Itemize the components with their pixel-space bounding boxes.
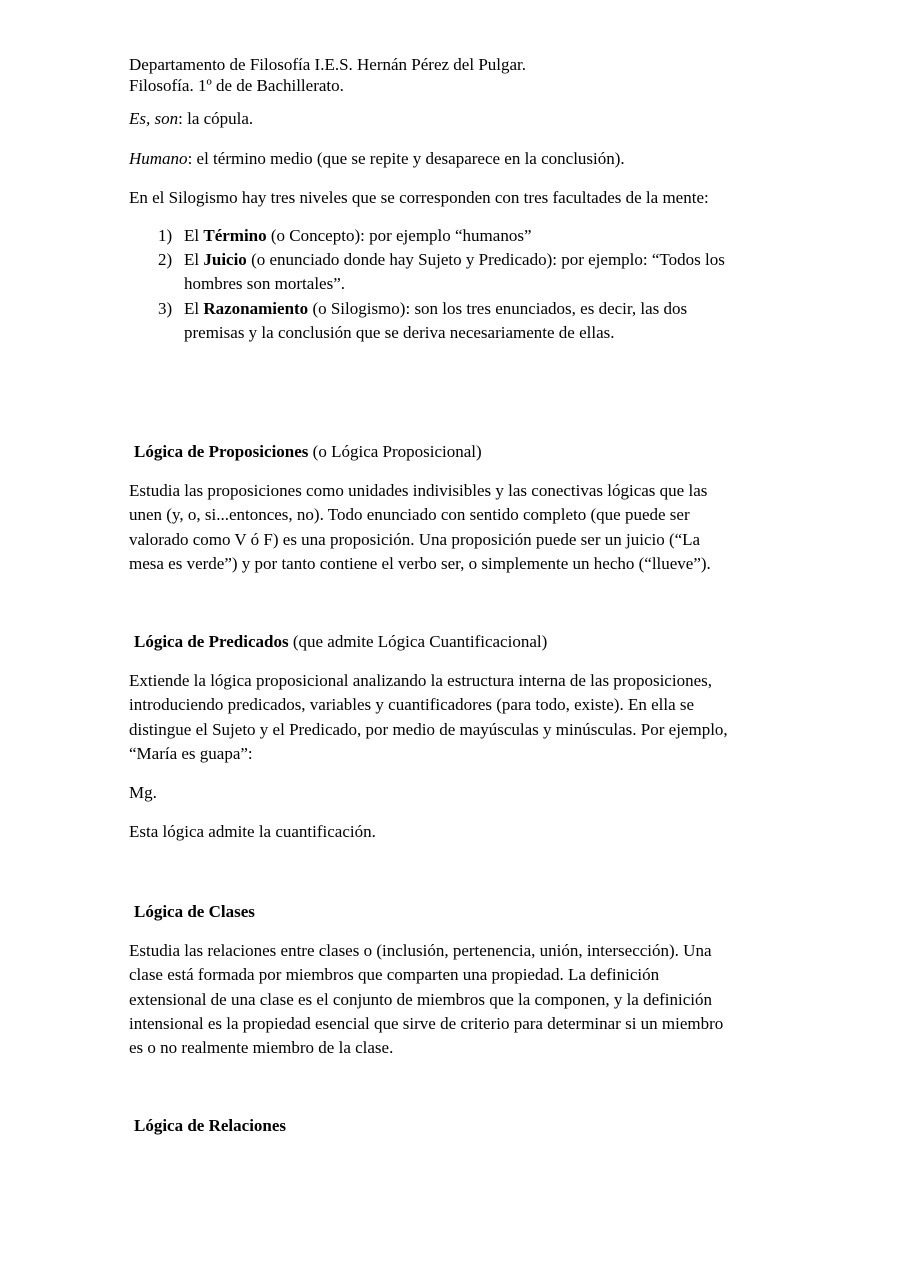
predicate-note: Esta lógica admite la cuantificación. (129, 822, 376, 841)
section-heading-clases: Lógica de Clases (134, 902, 255, 921)
list-number: 3) (158, 299, 173, 318)
level-term: Juicio (203, 250, 247, 269)
section-heading-proposiciones: Lógica de Proposiciones (o Lógica Proposicional) (134, 442, 482, 461)
predicate-example: Mg. (129, 783, 157, 802)
middle-term-definition (129, 147, 625, 171)
list-number: 2) (158, 250, 173, 269)
document-page: Departamento de Filosofía I.E.S. Hernán Pérez del Pulgar. Filosofía. 1º de de Bachillerato. Es, son: la cópula. Humano: el término medio (que se repite y desaparece en la conclusión). En el Silogismo hay tres niveles que se corresponden con tres facultades de la mente: 1) El Término (o Concepto): por ejemplo “humanos” 2) El Juicio (o enunciado donde hay Sujeto y Predicado): por ejemplo: “Todos los hombres son mortales”. 3) El Razonamiento (o Silogismo): son los tres enunciados, es decir, las dos premisas y la conclusión que se deriva necesariamente de ellas. Lógica de Proposiciones (o Lógica Proposicional) Estudia las proposiciones como unidades indivisibles y las conectivas lógicas que las unen (y, o, si...entonces, no). Todo enunciado con sentido completo (que puede ser valorado como V ó F) es una proposición. Una proposición puede ser un juicio (“La mesa es verde”) y por tanto contiene el verbo ser, o simplemente un hecho (“llueve”). Lógica de Predicados (que admite Lógica Cuantificacional) Extiende la lógica proposicional analizando la estructura interna de las proposiciones, introduciendo predicados, variables y cuantificadores (para todo, existe). En ella se distingue el Sujeto y el Predicado, por medio de mayúsculas y minúsculas. Por ejemplo, “María es guapa”: Mg. Esta lógica admite la cuantificación. Lógica de Clases Estudia las relaciones entre clases o (inclusión, pertenencia, unión, intersección). Una clase está formada por miembros que comparten una propiedad. La definición extensional de una clase es el conjunto de miembros que la componen, y la definición intensional es la propiedad esencial que sirve de criterio para determinar si un miembro es o no realmente miembro de la clase. Lógica de Relaciones (0, 0, 906, 1280)
middle-term: Humano (129, 149, 188, 168)
section-heading-predicados: Lógica de Predicados (que admite Lógica Cuantificacional) (134, 632, 548, 651)
paragraph-proposiciones: Estudia las proposiciones como unidades indivisibles y las conectivas lógicas que las unen (y, o, si...entonces, no). Todo enunciado con sentido completo (que puede ser valorado como V ó F) es una proposición. Una proposición puede ser un juicio (“La mesa es verde”) y por tanto contiene el verbo ser, o simplemente un hecho (“llueve”). (129, 481, 711, 573)
levels-intro: En el Silogismo hay tres niveles que se corresponden con tres facultades de la mente: (129, 188, 709, 207)
section-heading-relaciones: Lógica de Relaciones (134, 1116, 287, 1135)
level-term: Razonamiento (203, 299, 309, 318)
header-course: Filosofía. 1º de de Bachillerato. (129, 76, 344, 95)
header-department: Departamento de Filosofía I.E.S. Hernán Pérez del Pulgar. (129, 55, 527, 74)
paragraph-clases: Estudia las relaciones entre clases o (inclusión, pertenencia, unión, intersección). Una clase está formada por miembros que comparten una propiedad. La definición extensional de una clase es el conjunto de miembros que la componen, y la definición intensional es la propiedad esencial que sirve de criterio para determinar si un miembro es o no realmente miembro de la clase. (129, 941, 724, 1058)
list-number: 1) (158, 226, 173, 245)
middle-term-text: : el término medio (que se repite y desaparece en la conclusión). (187, 149, 625, 168)
copula-term: Es, son (129, 109, 179, 128)
copula-text: : la cópula. (178, 109, 254, 128)
level-term: Término (203, 226, 267, 245)
copula-definition (129, 107, 253, 131)
paragraph-predicados: Extiende la lógica proposicional analizando la estructura interna de las proposiciones, introduciendo predicados, variables y cuantificadores (para todo, existe). En ella se distingue el Sujeto y el Predicado, por medio de mayúsculas y minúsculas. Por ejemplo, “María es guapa”: (129, 671, 728, 763)
